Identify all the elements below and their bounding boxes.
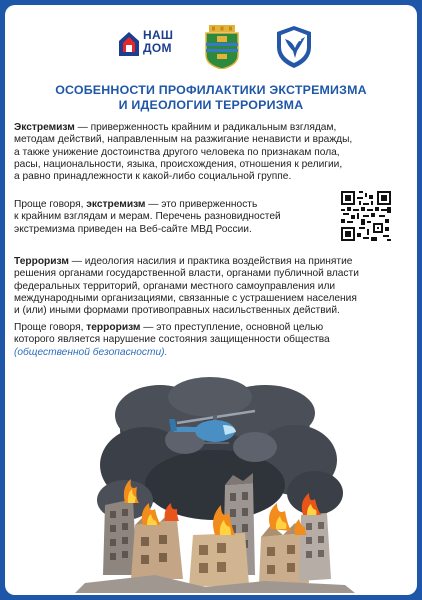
- terrorism-line1: [14, 256, 408, 268]
- extremism-line4: расы, национальности, языка, происхождения, отношения к религии,: [14, 158, 343, 170]
- extremism-line5: а равно принадлежности к какой-либо социальной группе.: [14, 171, 292, 183]
- extremism-simple-term: экстремизм: [86, 199, 146, 210]
- extremism-line1-text: — приверженность крайним и радикальным взглядам,: [74, 122, 337, 133]
- poster: [5, 5, 417, 595]
- extremism-simple-line1: [14, 199, 334, 211]
- extremism-simple-rest: — это приверженность: [145, 199, 258, 210]
- nash-dom-house-icon: [118, 31, 140, 57]
- page-title: [5, 83, 417, 113]
- extremism-simple: [14, 199, 334, 236]
- public-safety-highlight: (общественной безопасности).: [14, 346, 168, 358]
- extremism-definition: [14, 122, 408, 183]
- title-line2: И ИДЕОЛОГИИ ТЕРРОРИЗМА: [118, 98, 304, 112]
- extremism-line3: а также унижение достоинства другого человека по признакам пола,: [14, 146, 340, 158]
- terrorism-simple-line2: которого является нарушение состояния защищенности общества: [14, 334, 330, 346]
- shield-bird-emblem-icon: [275, 25, 313, 69]
- nash-dom-logo-icon: [118, 25, 184, 69]
- terrorism-simple-prefix: Проще говоря,: [14, 322, 87, 333]
- extremism-line1: [14, 122, 408, 134]
- terrorism-line3: федеральных территорий, органами местного самоуправления или: [14, 280, 336, 292]
- terrorism-simple: [14, 322, 408, 359]
- terrorism-simple-term: терроризм: [86, 322, 141, 333]
- nash-dom-line1: НАШ: [143, 28, 174, 42]
- terrorism-line2: решения органами государственной власти, органами публичной власти: [14, 268, 359, 280]
- terrorism-definition: [14, 256, 408, 317]
- extremism-simple-line3: экстремизма приведен на Веб-сайте МВД России.: [14, 223, 252, 235]
- extremism-line2: методам действий, направленным на разжигание ненависти и вражды,: [14, 134, 353, 146]
- terrorism-simple-rest: — это преступление, основной целью: [140, 322, 324, 333]
- qr-code-icon[interactable]: [341, 191, 391, 241]
- nash-dom-line2: ДОМ: [143, 41, 172, 55]
- terrorism-line5: и (или) иными формами противоправных насильственных действий.: [14, 305, 340, 317]
- extremism-term: Экстремизм: [14, 122, 75, 133]
- terrorism-simple-line1: [14, 322, 408, 334]
- title-line1: ОСОБЕННОСТИ ПРОФИЛАКТИКИ ЭКСТРЕМИЗМА: [55, 83, 367, 97]
- burning-city-illustration: [65, 375, 365, 593]
- terrorism-line1-text: — идеология насилия и практика воздействия на принятие: [68, 256, 353, 267]
- terrorism-line4: международными организациями, связанные с устрашением населения: [14, 292, 357, 304]
- city-coat-of-arms-icon: [203, 25, 241, 69]
- terrorism-term: Терроризм: [14, 256, 69, 267]
- logo-row: [5, 25, 417, 69]
- nash-dom-wordmark: [143, 29, 173, 55]
- extremism-simple-prefix: Проще говоря,: [14, 199, 87, 210]
- extremism-simple-line2: к крайним взглядам и мерам. Перечень разновидностей: [14, 211, 281, 223]
